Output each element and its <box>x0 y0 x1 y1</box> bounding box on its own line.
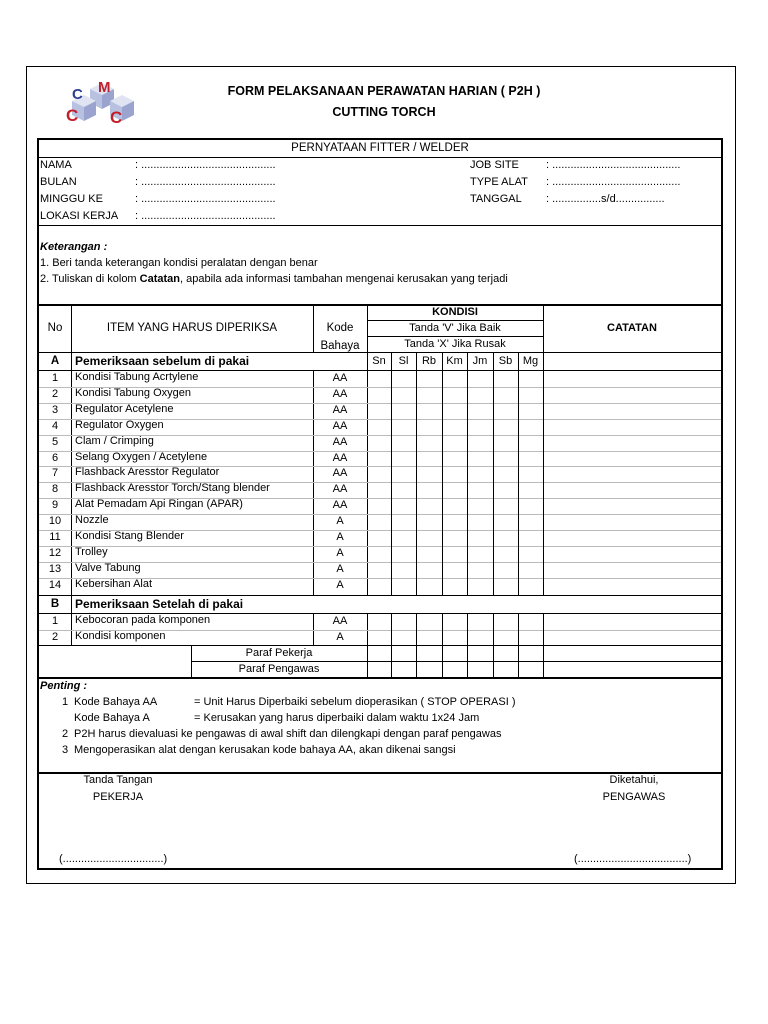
section-a-row-no: 7 <box>51 467 59 480</box>
row-divider <box>39 546 721 547</box>
field-lokasi-label: LOKASI KERJA <box>40 210 119 222</box>
section-a-row-kode: AA <box>332 419 348 432</box>
kode-a-label: Kode Bahaya A <box>74 712 150 724</box>
section-a-row-kode: A <box>336 578 344 591</box>
section-a-row-no: 14 <box>48 578 62 591</box>
section-a-row-no: 8 <box>51 483 59 496</box>
tanda-v-label: Tanda 'V' Jika Baik <box>409 322 501 334</box>
col-kode-header-2: Bahaya <box>320 340 360 352</box>
section-a-row-kode: AA <box>332 499 348 512</box>
tanda-x-label: Tanda 'X' Jika Rusak <box>404 338 506 350</box>
field-nama-value[interactable]: : ............................................ <box>135 159 276 171</box>
section-a-row-kode: AA <box>332 403 348 416</box>
penting-text-3: Mengoperasikan alat dengan kerusakan kode bahaya AA, akan dikenai sangsi <box>74 744 456 756</box>
section-a-row-no: 6 <box>51 451 59 464</box>
penting-num-3: 3 <box>62 744 69 756</box>
day-mg: Mg <box>522 355 539 367</box>
section-a-row-no: 3 <box>51 403 59 416</box>
section-a-row-no: 1 <box>51 372 59 384</box>
sign-right-role: PENGAWAS <box>602 791 666 803</box>
day-column-line <box>493 352 494 595</box>
day-rb: Rb <box>421 355 437 367</box>
section-a-row-item: Regulator Oxygen <box>75 418 164 431</box>
section-a-row-no: 11 <box>49 531 61 543</box>
day-column-line <box>416 613 417 677</box>
section-a-row-item: Nozzle <box>75 514 109 527</box>
day-sn: Sn <box>372 355 386 367</box>
section-a-row-item: Flashback Aresstor Regulator <box>75 466 220 479</box>
catatan-column-line <box>543 613 544 677</box>
col-kondisi-header: KONDISI <box>432 306 478 318</box>
sign-right-blank[interactable]: (....................................) <box>574 853 692 865</box>
penting-num-2: 2 <box>62 728 69 740</box>
catatan-column-line <box>543 352 544 595</box>
section-a-row-kode: AA <box>332 387 348 400</box>
section-b-row-kode: A <box>336 630 344 643</box>
field-minggu-label: MINGGU KE <box>40 193 103 205</box>
col-no-header: No <box>47 322 63 334</box>
logo-letter-c3: C <box>110 108 123 125</box>
day-column-line <box>467 352 468 595</box>
field-tanggal-label: TANGGAL <box>470 193 522 205</box>
row-divider <box>39 514 721 515</box>
section-a-row-item: Flashback Aresstor Torch/Stang blender <box>75 482 270 495</box>
section-a-row-item: Clam / Crimping <box>75 434 154 447</box>
section-a-row-kode: AA <box>332 372 348 384</box>
day-column-line <box>391 352 392 595</box>
section-a-row-kode: AA <box>332 467 348 480</box>
kode-aa-text: = Unit Harus Diperbaiki sebelum dioperasikan ( STOP OPERASI ) <box>194 696 516 708</box>
paraf-pekerja-label: Paraf Pekerja <box>245 647 313 659</box>
notes-line-2: 2. Tuliskan di kolom Catatan, apabila ada informasi tambahan mengenai kerusakan yang terjadi <box>40 273 508 285</box>
logo-letter-c2: C <box>66 106 79 125</box>
field-typealat-value[interactable]: : .......................................... <box>546 176 681 188</box>
statement-heading: PERNYATAAN FITTER / WELDER <box>291 142 469 154</box>
sign-left-title: Tanda Tangan <box>83 774 153 786</box>
section-a-row-item: Alat Pemadam Api Ringan (APAR) <box>75 498 243 511</box>
kode-aa-label: Kode Bahaya AA <box>74 696 158 708</box>
field-minggu-value[interactable]: : ............................................ <box>135 193 276 205</box>
field-bulan-value[interactable]: : ............................................ <box>135 176 276 188</box>
section-a-row-no: 13 <box>48 562 62 575</box>
day-sl: Sl <box>398 355 409 367</box>
field-tanggal-value[interactable]: : ................s/d................ <box>546 193 665 205</box>
day-column-line <box>442 613 443 677</box>
day-sb: Sb <box>498 355 513 367</box>
day-column-line <box>518 613 519 677</box>
kode-a-text: = Kerusakan yang harus diperbaiki dalam waktu 1x24 Jam <box>194 712 480 724</box>
section-a-row-no: 2 <box>51 387 59 400</box>
day-km: Km <box>446 355 463 367</box>
day-column-line <box>467 613 468 677</box>
section-a-row-no: 4 <box>51 419 59 432</box>
field-lokasi-value[interactable]: : ............................................ <box>135 210 276 222</box>
day-jm: Jm <box>472 355 488 367</box>
section-a-row-item: Kondisi Tabung Acrtylene <box>75 371 199 383</box>
section-a-row-item: Valve Tabung <box>75 561 141 574</box>
section-a-row-no: 10 <box>48 515 62 528</box>
field-jobsite-value[interactable]: : .......................................... <box>546 159 681 171</box>
section-a-row-item: Selang Oxygen / Acetylene <box>75 450 208 463</box>
section-a-row-kode: AA <box>332 435 348 448</box>
section-b-letter: B <box>50 598 60 610</box>
col-catatan-header: CATATAN <box>607 322 657 334</box>
logo-letter-c1: C <box>72 86 83 103</box>
section-a-row-kode: AA <box>332 483 348 496</box>
day-column-line <box>416 352 417 595</box>
field-jobsite-label: JOB SITE <box>470 159 519 171</box>
day-column-line <box>442 352 443 595</box>
section-b-row-item: Kondisi komponen <box>75 629 166 642</box>
section-a-row-kode: A <box>336 546 344 559</box>
section-a-letter: A <box>50 355 60 367</box>
day-column-line <box>391 613 392 677</box>
section-a-row-no: 12 <box>48 546 62 559</box>
form-table <box>37 138 723 870</box>
col-kode-header-1: Kode <box>326 322 354 334</box>
penting-text-2: P2H harus dievaluasi ke pengawas di awal shift dan dilengkapi dengan paraf pengawas <box>74 728 502 740</box>
section-a-row-item: Kondisi Tabung Oxygen <box>75 386 191 399</box>
field-typealat-label: TYPE ALAT <box>470 176 528 188</box>
section-a-row-no: 5 <box>51 435 59 448</box>
section-a-title: Pemeriksaan sebelum di pakai <box>75 354 250 368</box>
penting-heading: Penting : <box>40 680 88 692</box>
row-divider <box>39 562 721 563</box>
form-title: FORM PELAKSANAAN PERAWATAN HARIAN ( P2H ) <box>227 84 541 98</box>
section-b-row-kode: AA <box>332 615 348 627</box>
section-a-row-kode: A <box>336 531 344 543</box>
field-bulan-label: BULAN <box>40 176 77 188</box>
day-column-line <box>493 613 494 677</box>
section-a-row-item: Kebersihan Alat <box>75 577 153 590</box>
section-a-row-kode: AA <box>332 451 348 464</box>
section-a-row-item: Kondisi Stang Blender <box>75 530 184 542</box>
section-b-title: Pemeriksaan Setelah di pakai <box>75 597 244 611</box>
section-a-row-kode: A <box>336 515 344 528</box>
section-a-row-kode: A <box>336 562 344 575</box>
penting-num-1: 1 <box>62 696 69 708</box>
day-column-line <box>518 352 519 595</box>
section-b-row-item: Kebocoran pada komponen <box>75 614 211 626</box>
section-a-row-no: 9 <box>51 499 59 512</box>
section-b-row-no: 2 <box>51 630 59 643</box>
sign-left-blank[interactable]: (.................................) <box>59 853 168 865</box>
notes-line-1: 1. Beri tanda keterangan kondisi peralatan dengan benar <box>40 257 318 269</box>
sign-left-role: PEKERJA <box>92 791 144 803</box>
col-item-header: ITEM YANG HARUS DIPERIKSA <box>106 322 278 334</box>
form-subtitle: CUTTING TORCH <box>332 105 436 119</box>
paraf-pengawas-label: Paraf Pengawas <box>238 663 320 675</box>
section-a-row-item: Regulator Acetylene <box>75 402 174 415</box>
section-a-row-item: Trolley <box>75 545 108 558</box>
sign-right-title: Diketahui, <box>609 774 659 786</box>
section-b-row-no: 1 <box>51 615 59 627</box>
logo-letter-m: M <box>98 79 111 96</box>
notes-heading: Keterangan : <box>40 241 108 253</box>
field-nama-label: NAMA <box>40 159 72 171</box>
